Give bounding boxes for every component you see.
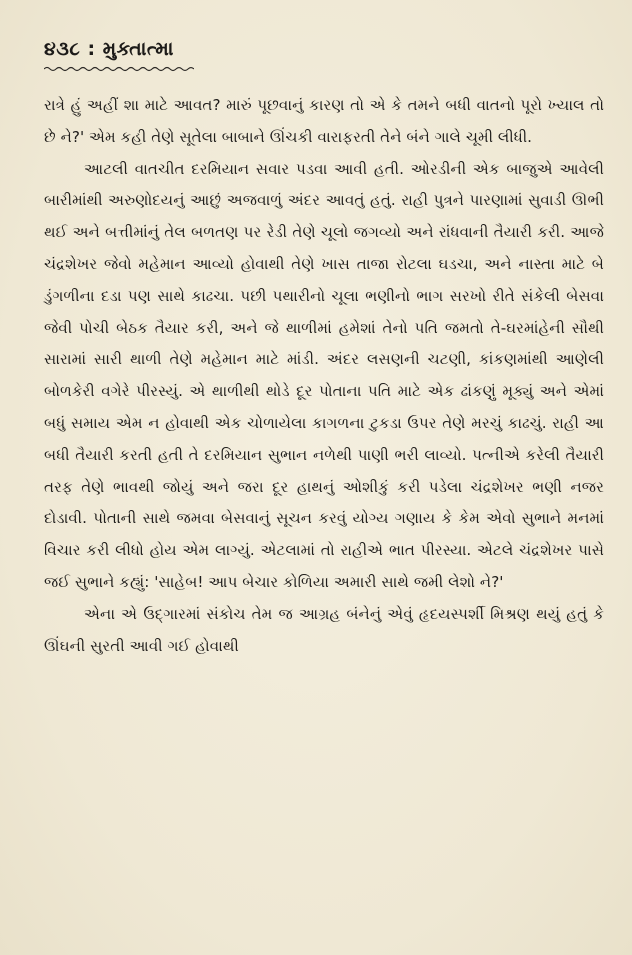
paragraph-final: એના એ ઉદ્ગારમાં સંકોચ તેમ જ આગ્રહ બંનેનું એવું હૃદયસ્પર્શી મિશ્રણ થયું હતું કે ઊંઘની સુરતી આવી ગઈ હોવાથી bbox=[44, 604, 604, 655]
book-title: મુક્તાત્મા bbox=[102, 38, 174, 60]
page-number: ૪૩૮ bbox=[44, 38, 81, 60]
paragraph-main: આટલી વાતચીત દરમિયાન સવાર પડવા આવી હતી. ઓરડીની એક બાજુએ આવેલી બારીમાંથી અરુણોદયનું આછું અજવાળું અંદર આવતું હતું. રાહી પુત્રને પારણામાં સુવાડી ઊભી થઈ અને બત્તીમાંનું તેલ બળતણ પર રેડી તેણે ચૂલો જગવ્યો અને રાંધવાની તૈયારી કરી. આજે ચંદ્રશેખર જેવો મહેમાન આવ્યો હોવાથી તેણે ખાસ તાજા રોટલા ઘડચા, અને નાસ્તા માટે બે ડુંગળીના દડા પણ સાથે કાઢચા. પછી પથારીનો ચૂલા ભણીનો ભાગ સરખો રીતે સંકેલી બેસવા જેવી પોચી બેઠક તૈયાર કરી, અને જે થાળીમાં હમેશાં તેનો પતિ જમતો તે-ઘરમાંહેની સૌથી સારામાં સારી થાળી તેણે મહેમાન માટે માંડી. અંદર લસણની ચટણી, કાંકણમાંથી આણેલી બોળકેરી વગેરે પીરસ્યું. એ થાળીથી થોડે દૂર પોતાના પતિ માટે એક ઢાંકણું મૂક્યું અને એમાં બધું સમાય એમ ન હોવાથી એક ચોળાયેલા કાગળના ટુકડા ઉપર તેણે મરચું કાઢચું. રાહી આ બધી તૈયારી કરતી હતી તે દરમિયાન સુભાન નળેથી પાણી ભરી લાવ્યો. પત્નીએ કરેલી તૈયારી તરફ તેણે ભાવથી જોયું અને જરા દૂર હાથનું ઓશીકું કરી પડેલા ચંદ્રશેખર ભણી નજર દોડાવી. પોતાની સાથે જમવા બેસવાનું સૂચન કરવું યોગ્ય ગણાય કે કેમ એવો સુભાને મનમાં વિચાર કરી લીધો હોય એમ લાગ્યું. એટલામાં તો રાહીએ ભાત પીરસ્યા. એટલે ચંદ્રશેખર પાસે જઈ સુભાને કહ્યું: 'સાહેબ! આપ બેચાર કોળિયા અમારી સાથે જમી લેશો ને?' bbox=[44, 159, 604, 591]
body-text bbox=[44, 90, 604, 662]
running-header bbox=[44, 38, 174, 60]
header-separator: : bbox=[87, 38, 96, 60]
paragraph-continuation: રાત્રે હું અહીં શા માટે આવત? મારું પૂછવાનું કારણ તો એ કે તમને બધી વાતનો પૂરો ખ્યાલ તો છે ને?' એમ કહી તેણે સૂતેલા બાબાને ઊંચકી વારાફરતી તેને બંને ગાલે ચૂમી લીધી. bbox=[44, 96, 604, 146]
decorative-wavy-rule bbox=[44, 66, 194, 72]
